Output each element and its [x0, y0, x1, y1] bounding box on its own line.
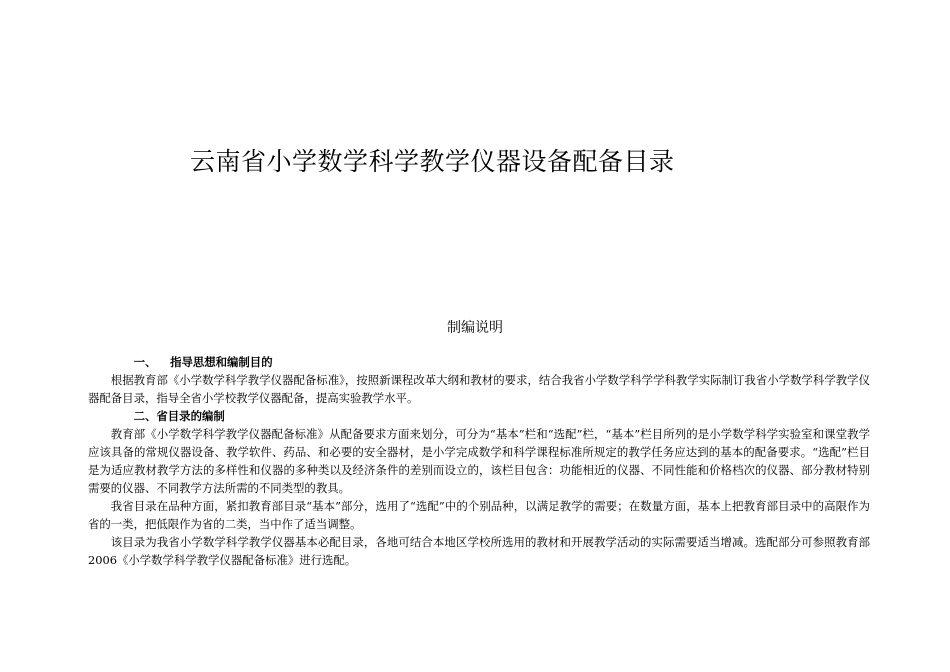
section-2-heading-text: 省目录的编制 — [156, 409, 225, 423]
document-title: 云南省小学数学科学教学仪器设备配备目录 — [190, 147, 675, 176]
section-1-heading-text: 指导思想和编制目的 — [170, 355, 273, 369]
section-2-paragraph-3: 该目录为我省小学数学科学教学仪器基本必配目录，各地可结合本地区学校所选用的教材和开展教学活动的实际需要适当增减。选配部分可参照教育部2006《小学数学科学教学仪器配备标准》进行选配。 — [88, 535, 870, 567]
section-2-paragraph-2: 我省目录在品种方面，紧扣教育部目录“基本”部分，选用了“选配”中的个别品种，以满足教学的需要；在数量方面，基本上把教育部目录中的高限作为省的一类，把低限作为省的二类，当中作了适当调整。 — [88, 499, 870, 531]
document-body — [88, 353, 870, 569]
section-1-number: 一、 — [133, 355, 157, 369]
section-2-heading — [88, 407, 870, 425]
section-2-number: 二、 — [133, 409, 157, 423]
section-2-paragraph-1: 教育部《小学数学科学教学仪器配备标准》从配备要求方面来划分，可分为“基本”栏和“选配”栏，“基本”栏目所列的是小学数学科学实验室和课堂教学应该具备的常规仪器设备、教学软件、药品、和必要的安全器材，是小学完成数学和科学课程标准所规定的教学任务应达到的基本的配备要求。“选配”栏目是为适应教材教学方法的多样性和仪器的多种类以及经济条件的差别而设立的，该栏目包含：功能相近的仪器、不同性能和价格档次的仪器、部分教材特别需要的仪器、不同教学方法所需的不同类型的教具。 — [88, 427, 870, 495]
section-1-paragraph-1: 根据教育部《小学数学科学教学仪器配备标准》，按照新课程改革大纲和教材的要求，结合我省小学数学科学学科教学实际制订我省小学数学科学教学仪器配备目录，指导全省小学校教学仪器配备，提高实验教学水平。 — [88, 373, 870, 405]
section-title: 制编说明 — [447, 320, 503, 336]
section-1-heading — [88, 353, 870, 371]
